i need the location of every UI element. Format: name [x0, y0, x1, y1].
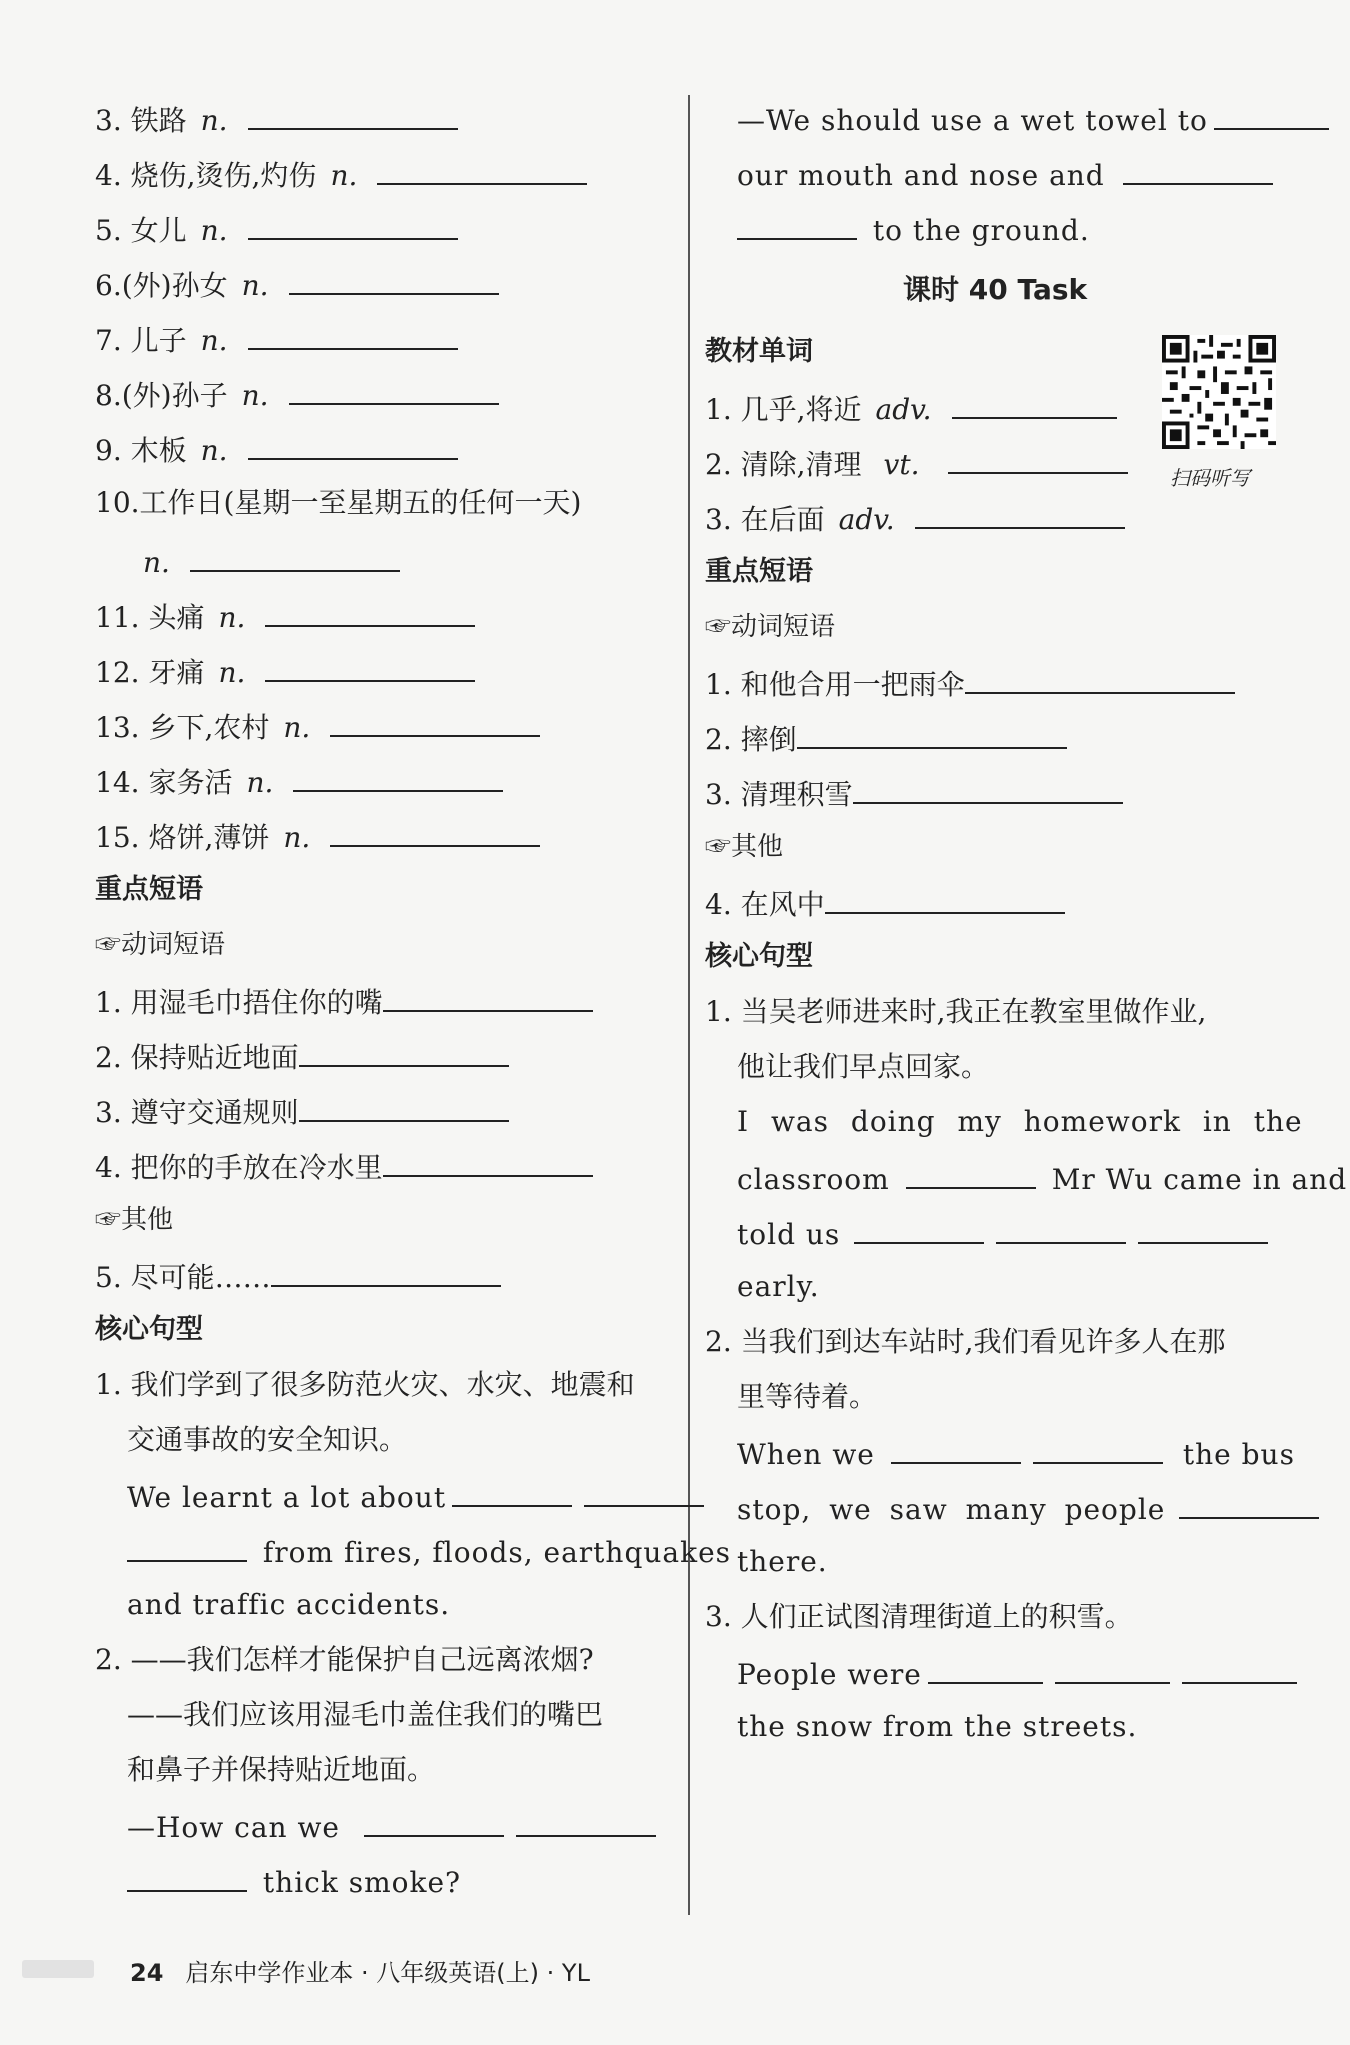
- page-footer: [130, 1953, 590, 1988]
- phrase-item: 5. 尽可能……: [95, 1255, 507, 1295]
- section-heading: 核心句型: [705, 941, 813, 972]
- sentence-en: our mouth and nose and: [737, 153, 1279, 193]
- answer-blank[interactable]: [516, 1805, 656, 1837]
- answer-blank[interactable]: [299, 1090, 509, 1122]
- answer-blank[interactable]: [854, 1212, 984, 1244]
- sentence-en: thick smoke?: [127, 1860, 461, 1900]
- sentence-cn: 交通事故的安全知识。: [127, 1423, 408, 1456]
- sentence-cn: 他让我们早点回家。: [737, 1050, 990, 1083]
- answer-blank[interactable]: [330, 705, 540, 737]
- answer-blank[interactable]: [825, 882, 1065, 914]
- vocab-item: 4. 烧伤,烫伤,灼伤 n.: [95, 153, 593, 193]
- phrase-item: 3. 遵守交通规则: [95, 1090, 515, 1130]
- answer-blank[interactable]: [271, 1255, 501, 1287]
- answer-blank[interactable]: [1182, 1652, 1297, 1684]
- answer-blank[interactable]: [330, 815, 540, 847]
- phrase-item: 2. 保持贴近地面: [95, 1035, 515, 1075]
- answer-blank[interactable]: [853, 772, 1123, 804]
- answer-blank[interactable]: [737, 208, 857, 240]
- answer-blank[interactable]: [965, 662, 1235, 694]
- column-divider: [688, 95, 690, 1915]
- sentence-en: early.: [737, 1270, 820, 1303]
- sentence-en: there.: [737, 1545, 828, 1578]
- word-item: 3. 在后面 adv.: [705, 497, 1131, 537]
- phrase-item: 4. 把你的手放在冷水里: [95, 1145, 599, 1185]
- answer-blank[interactable]: [996, 1212, 1126, 1244]
- answer-blank[interactable]: [293, 760, 503, 792]
- vocab-item: 10.工作日(星期一至星期五的任何一天): [95, 486, 582, 519]
- answer-blank[interactable]: [584, 1475, 704, 1507]
- section-heading: 重点短语: [705, 556, 813, 587]
- answer-blank[interactable]: [948, 442, 1128, 474]
- answer-blank[interactable]: [452, 1475, 572, 1507]
- answer-blank[interactable]: [248, 318, 458, 350]
- vocab-item: 5. 女儿 n.: [95, 208, 464, 248]
- vocab-item: 12. 牙痛 n.: [95, 650, 481, 690]
- word-item: 2. 清除,清理 vt.: [705, 442, 1134, 482]
- sentence-cn: 3. 人们正试图清理街道上的积雪。: [705, 1600, 1133, 1633]
- answer-blank[interactable]: [127, 1530, 247, 1562]
- answer-blank[interactable]: [248, 98, 458, 130]
- sentence-en: to the ground.: [737, 208, 1090, 248]
- sentence-cn: 2. 当我们到达车站时,我们看见许多人在那: [705, 1325, 1226, 1358]
- section-heading: 教材单词: [705, 336, 813, 367]
- sentence-en: I was doing my homework in the: [737, 1105, 1303, 1138]
- answer-blank[interactable]: [952, 387, 1117, 419]
- sentence-cn: ——我们应该用湿毛巾盖住我们的嘴巴: [127, 1698, 604, 1731]
- qr-caption: 扫码听写: [1170, 466, 1250, 490]
- page-number: 24: [130, 1959, 164, 1987]
- subsection-heading: ☞其他: [705, 832, 784, 862]
- vocab-item: 14. 家务活 n.: [95, 760, 509, 800]
- sentence-en: and traffic accidents.: [127, 1588, 451, 1621]
- answer-blank[interactable]: [190, 540, 400, 572]
- answer-blank[interactable]: [915, 497, 1125, 529]
- corner-mark: [22, 1960, 94, 1978]
- answer-blank[interactable]: [364, 1805, 504, 1837]
- subsection-heading: ☞动词短语: [705, 612, 836, 642]
- section-heading: 重点短语: [95, 874, 203, 905]
- vocab-item: 6.(外)孙女 n.: [95, 263, 505, 303]
- vocab-item: 13. 乡下,农村 n.: [95, 705, 546, 745]
- book-title: 启东中学作业本 · 八年级英语(上) · YL: [185, 1959, 590, 1987]
- answer-blank[interactable]: [377, 153, 587, 185]
- answer-blank[interactable]: [289, 373, 499, 405]
- sentence-en: stop, we saw many people: [737, 1487, 1325, 1527]
- vocab-item: 15. 烙饼,薄饼 n.: [95, 815, 546, 855]
- phrase-item: 3. 清理积雪: [705, 772, 1129, 812]
- vocab-item: 7. 儿子 n.: [95, 318, 464, 358]
- phrase-item: 4. 在风中: [705, 882, 1071, 922]
- sentence-cn: 和鼻子并保持贴近地面。: [127, 1753, 436, 1786]
- vocab-item: n.: [143, 540, 406, 580]
- sentence-en: —How can we: [127, 1805, 662, 1845]
- sentence-cn: 里等待着。: [737, 1380, 878, 1413]
- subsection-heading: ☞动词短语: [95, 930, 226, 960]
- answer-blank[interactable]: [1055, 1652, 1170, 1684]
- answer-blank[interactable]: [127, 1860, 247, 1892]
- sentence-en: told us: [737, 1212, 1274, 1252]
- phrase-item: 1. 用湿毛巾捂住你的嘴: [95, 980, 599, 1020]
- answer-blank[interactable]: [248, 428, 458, 460]
- sentence-en: from fires, floods, earthquakes: [127, 1530, 731, 1570]
- vocab-item: 8.(外)孙子 n.: [95, 373, 505, 413]
- answer-blank[interactable]: [1179, 1487, 1319, 1519]
- answer-blank[interactable]: [906, 1157, 1036, 1189]
- answer-blank[interactable]: [289, 263, 499, 295]
- answer-blank[interactable]: [248, 208, 458, 240]
- sentence-cn: 1. 当吴老师进来时,我正在教室里做作业,: [705, 995, 1207, 1028]
- answer-blank[interactable]: [797, 717, 1067, 749]
- qr-code-icon[interactable]: [1162, 335, 1276, 449]
- word-item: 1. 几乎,将近 adv.: [705, 387, 1123, 427]
- answer-blank[interactable]: [1033, 1432, 1163, 1464]
- sentence-en: When we the bus: [737, 1432, 1295, 1472]
- subsection-heading: ☞其他: [95, 1205, 174, 1235]
- answer-blank[interactable]: [383, 980, 593, 1012]
- answer-blank[interactable]: [928, 1652, 1043, 1684]
- phrase-item: 1. 和他合用一把雨伞: [705, 662, 1241, 702]
- sentence-en: People were: [737, 1652, 1303, 1692]
- answer-blank[interactable]: [1138, 1212, 1268, 1244]
- answer-blank[interactable]: [891, 1432, 1021, 1464]
- vocab-item: 9. 木板 n.: [95, 428, 464, 468]
- answer-blank[interactable]: [265, 595, 475, 627]
- sentence-en: classroom Mr Wu came in and: [737, 1157, 1347, 1197]
- sentence-cn: 1. 我们学到了很多防范火灾、水灾、地震和: [95, 1368, 635, 1401]
- answer-blank[interactable]: [1123, 153, 1273, 185]
- sentence-en: —We should use a wet towel to: [737, 98, 1335, 138]
- answer-blank[interactable]: [265, 650, 475, 682]
- vocab-item: 11. 头痛 n.: [95, 595, 481, 635]
- sentence-en: the snow from the streets.: [737, 1710, 1138, 1743]
- vocab-item: 3. 铁路 n.: [95, 98, 464, 138]
- answer-blank[interactable]: [1214, 98, 1329, 130]
- sentence-en: We learnt a lot about: [127, 1475, 710, 1515]
- phrase-item: 2. 摔倒: [705, 717, 1073, 757]
- answer-blank[interactable]: [299, 1035, 509, 1067]
- lesson-title: 课时 40 Task: [903, 273, 1088, 306]
- section-heading: 核心句型: [95, 1314, 203, 1345]
- sentence-cn: 2. ——我们怎样才能保护自己远离浓烟?: [95, 1643, 594, 1676]
- answer-blank[interactable]: [383, 1145, 593, 1177]
